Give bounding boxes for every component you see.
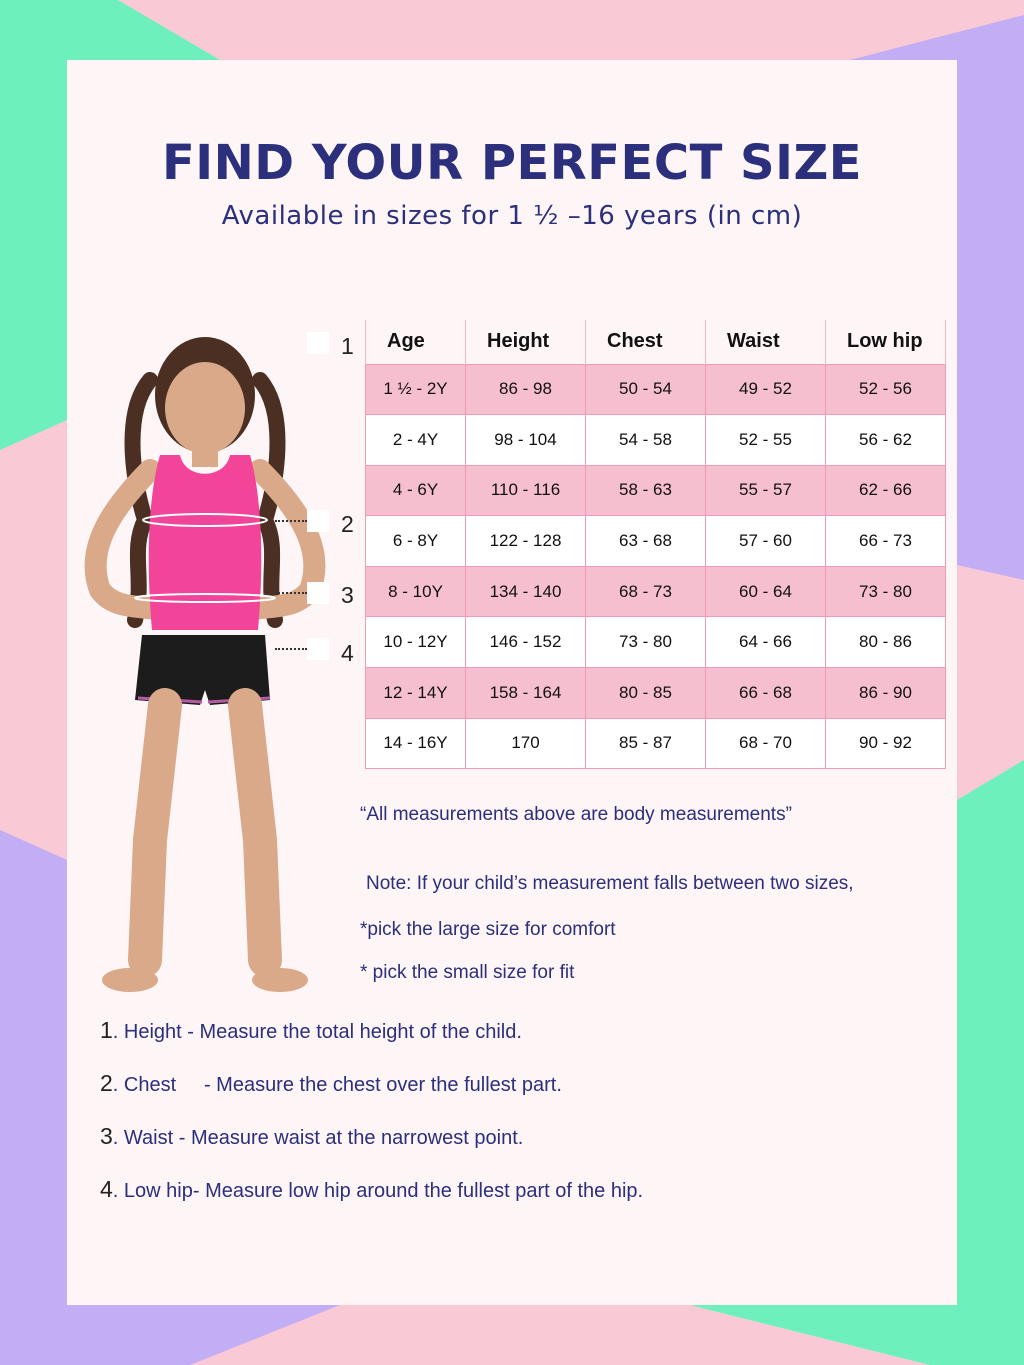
marker-box-4 xyxy=(307,638,329,660)
cell-chest: 63 - 68 xyxy=(586,516,706,567)
instruction-number: 1 xyxy=(100,1017,113,1043)
cell-height: 122 - 128 xyxy=(466,516,586,567)
cell-age: 8 - 10Y xyxy=(366,566,466,617)
large-size-note: *pick the large size for comfort xyxy=(360,919,616,940)
cell-waist: 57 - 60 xyxy=(706,516,826,567)
instruction-text: . Height - Measure the total height of the child. xyxy=(112,1021,522,1043)
cell-height: 134 - 140 xyxy=(466,566,586,617)
size-chart-table xyxy=(365,320,946,769)
cell-height: 170 xyxy=(466,718,586,769)
cell-waist: 49 - 52 xyxy=(706,364,826,415)
marker-number-2: 2 xyxy=(341,511,354,537)
cell-age: 6 - 8Y xyxy=(366,516,466,567)
cell-waist: 64 - 66 xyxy=(706,617,826,668)
column-header-low-hip: Low hip xyxy=(826,320,946,364)
cell-chest: 58 - 63 xyxy=(586,465,706,516)
table-row xyxy=(366,566,946,617)
instruction-number: 3 xyxy=(100,1123,113,1149)
marker-box-2 xyxy=(307,510,329,532)
table-row xyxy=(366,617,946,668)
marker-line-4 xyxy=(275,648,307,650)
marker-line-3 xyxy=(275,592,307,594)
page-title: FIND YOUR PERFECT SIZE xyxy=(161,135,863,191)
cell-waist: 60 - 64 xyxy=(706,566,826,617)
instruction-waist xyxy=(100,1123,523,1150)
marker-number-1: 1 xyxy=(341,333,354,359)
instruction-height xyxy=(100,1017,522,1044)
cell-chest: 50 - 54 xyxy=(586,364,706,415)
cell-low-hip: 86 - 90 xyxy=(826,668,946,719)
cell-chest: 80 - 85 xyxy=(586,668,706,719)
small-size-note: * pick the small size for fit xyxy=(360,962,575,983)
cell-low-hip: 52 - 56 xyxy=(826,364,946,415)
cell-height: 98 - 104 xyxy=(466,415,586,466)
cell-low-hip: 62 - 66 xyxy=(826,465,946,516)
cell-chest: 85 - 87 xyxy=(586,718,706,769)
cell-chest: 68 - 73 xyxy=(586,566,706,617)
cell-waist: 52 - 55 xyxy=(706,415,826,466)
cell-height: 146 - 152 xyxy=(466,617,586,668)
column-header-chest: Chest xyxy=(586,320,706,364)
cell-waist: 66 - 68 xyxy=(706,668,826,719)
cell-age: 14 - 16Y xyxy=(366,718,466,769)
cell-height: 86 - 98 xyxy=(466,364,586,415)
cell-chest: 54 - 58 xyxy=(586,415,706,466)
cell-low-hip: 66 - 73 xyxy=(826,516,946,567)
table-header-row xyxy=(366,320,946,364)
cell-chest: 73 - 80 xyxy=(586,617,706,668)
between-sizes-note: Note: If your child’s measurement falls between two sizes, xyxy=(366,873,854,894)
table-row xyxy=(366,415,946,466)
column-header-height: Height xyxy=(466,320,586,364)
child-photo xyxy=(70,320,340,1000)
cell-low-hip: 80 - 86 xyxy=(826,617,946,668)
cell-low-hip: 56 - 62 xyxy=(826,415,946,466)
instruction-text: . Low hip- Measure low hip around the fullest part of the hip. xyxy=(112,1180,644,1202)
cell-height: 110 - 116 xyxy=(466,465,586,516)
cell-waist: 68 - 70 xyxy=(706,718,826,769)
marker-number-4: 4 xyxy=(341,640,354,666)
instruction-text: . Waist - Measure waist at the narrowest point. xyxy=(112,1127,524,1149)
instruction-chest xyxy=(100,1070,562,1097)
page-subtitle: Available in sizes for 1 ½ –16 years (in cm) xyxy=(221,201,803,231)
cell-age: 10 - 12Y xyxy=(366,617,466,668)
table-row xyxy=(366,516,946,567)
marker-box-3 xyxy=(307,582,329,604)
body-measurements-note: “All measurements above are body measurements” xyxy=(360,804,792,825)
instruction-number: 4 xyxy=(100,1176,113,1202)
instruction-low-hip xyxy=(100,1176,643,1203)
table-row xyxy=(366,668,946,719)
table-row xyxy=(366,465,946,516)
marker-box-1 xyxy=(307,332,329,354)
cell-age: 2 - 4Y xyxy=(366,415,466,466)
cell-waist: 55 - 57 xyxy=(706,465,826,516)
table-row xyxy=(366,718,946,769)
cell-low-hip: 73 - 80 xyxy=(826,566,946,617)
marker-number-3: 3 xyxy=(341,582,354,608)
table-row xyxy=(366,364,946,415)
marker-line-2 xyxy=(275,520,307,522)
column-header-age: Age xyxy=(366,320,466,364)
instruction-text: . Chest - Measure the chest over the fullest part. xyxy=(112,1074,562,1096)
column-header-waist: Waist xyxy=(706,320,826,364)
cell-age: 4 - 6Y xyxy=(366,465,466,516)
cell-age: 12 - 14Y xyxy=(366,668,466,719)
instruction-number: 2 xyxy=(100,1070,113,1096)
cell-low-hip: 90 - 92 xyxy=(826,718,946,769)
cell-age: 1 ½ - 2Y xyxy=(366,364,466,415)
cell-height: 158 - 164 xyxy=(466,668,586,719)
